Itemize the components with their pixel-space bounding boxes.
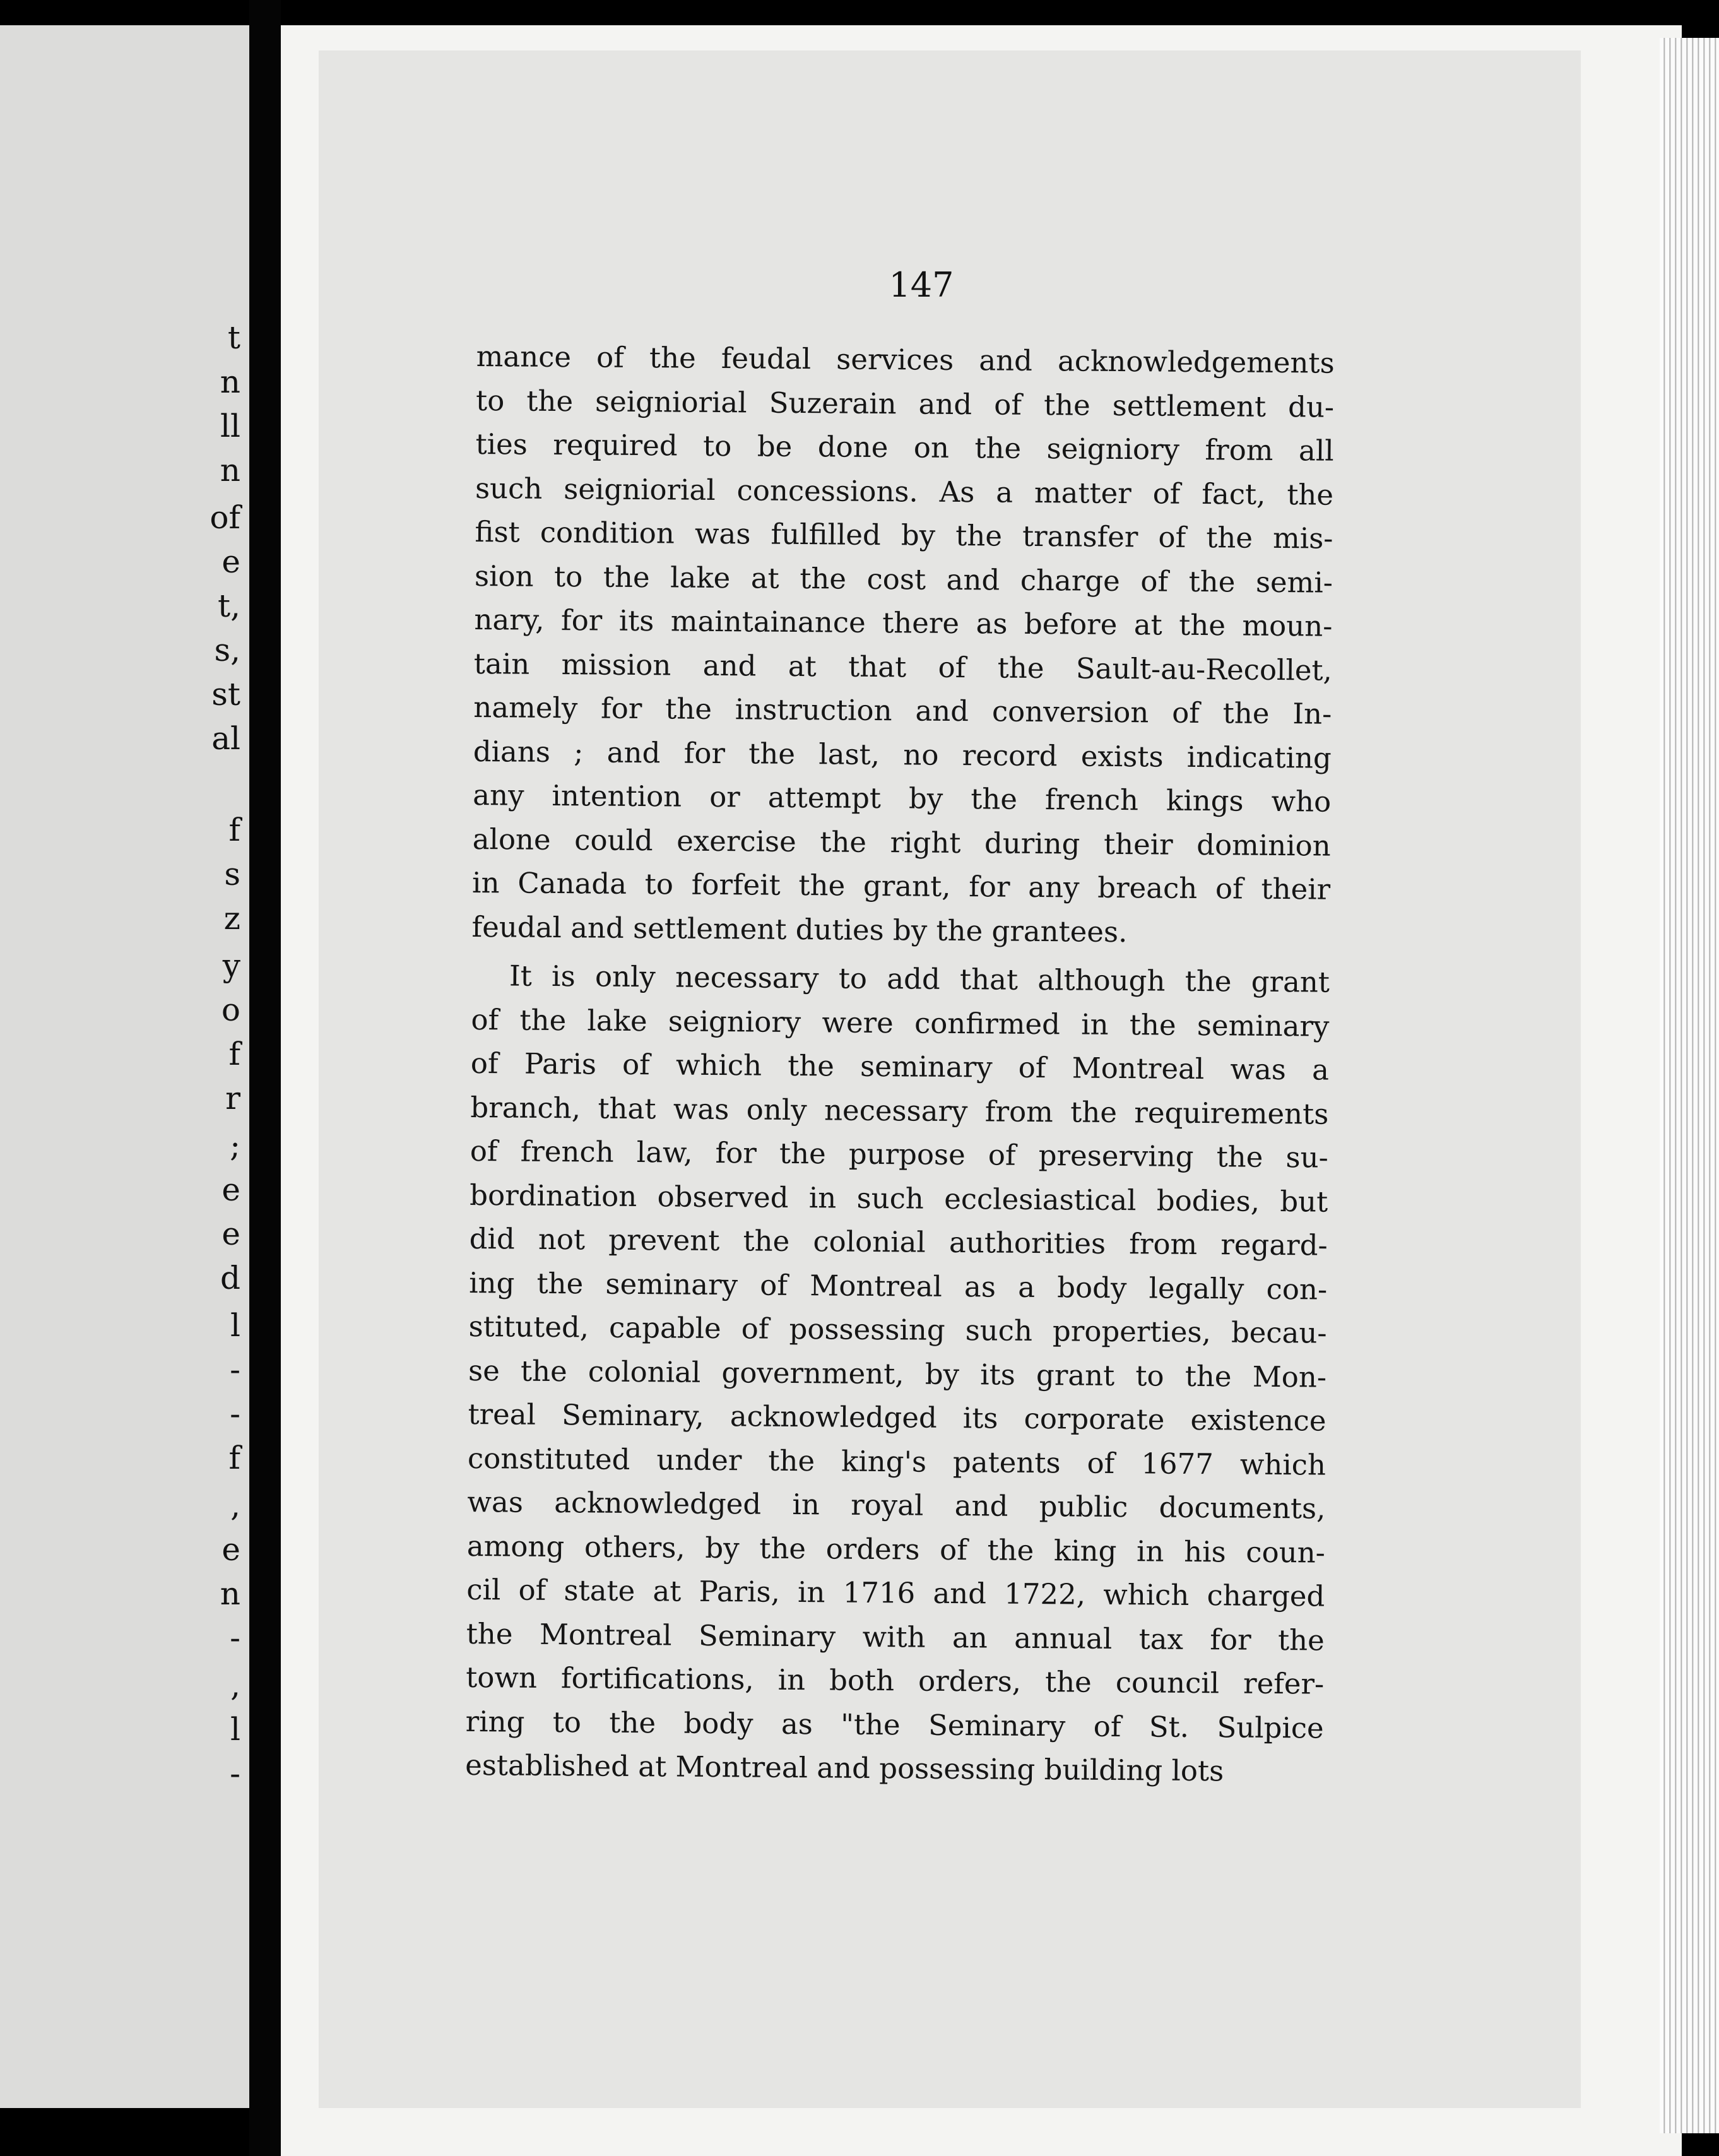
edge-char: l: [230, 1711, 240, 1748]
body-text: [465, 335, 1335, 1794]
edge-char: t: [227, 319, 240, 356]
edge-char: t,: [218, 588, 240, 624]
text-line: any intention or attempt by the french kings who: [473, 778, 1332, 819]
edge-char: y: [222, 947, 240, 984]
text-line: branch, that was only necessary from the requirements: [470, 1090, 1329, 1131]
page-edges: [1660, 38, 1719, 2133]
text-line: It is only necessary to add that although the grant: [509, 959, 1330, 999]
paragraph: [465, 954, 1330, 1794]
text-line: treal Seminary, acknowledged its corporate existence: [468, 1397, 1326, 1438]
paragraph: [471, 335, 1335, 956]
gutter: [249, 0, 281, 2156]
text-line: ring to the body as "the Seminary of St. Sulpice: [465, 1704, 1324, 1745]
text-line: in Canada to forfeit the grant, for any breach of their: [471, 865, 1331, 906]
edge-char: s,: [214, 632, 240, 668]
edge-char: l: [230, 1307, 240, 1344]
text-line: ties required to be done on the seigniory from all: [475, 427, 1334, 468]
edge-char: st: [211, 676, 240, 713]
text-line: of Paris of which the seminary of Montreal was a: [470, 1046, 1330, 1087]
text-line: did not prevent the colonial authorities from regard-: [469, 1221, 1328, 1262]
edge-char: of: [210, 499, 240, 536]
text-line: dians ; and for the last, no record exists indicating: [473, 734, 1332, 775]
page-number: 147: [889, 265, 954, 305]
text-line: to the seigniorial Suzerain and of the settlement du-: [475, 383, 1335, 424]
text-line: se the colonial government, by its grant to the Mon-: [468, 1353, 1327, 1394]
edge-char: -: [230, 1755, 240, 1792]
edge-char: n: [220, 1575, 240, 1612]
edge-char: -: [230, 1351, 240, 1388]
left-page-edge-text: [203, 25, 240, 2108]
text-line: the Montreal Seminary with an annual tax for the: [466, 1616, 1325, 1657]
text-line: mance of the feudal services and acknowledgements: [476, 339, 1335, 380]
edge-char: ,: [230, 1487, 240, 1524]
text-line: sion to the lake at the cost and charge of the semi-: [474, 559, 1333, 600]
edge-char: r: [225, 1080, 240, 1116]
edge-char: z: [223, 900, 240, 937]
edge-char: f: [228, 812, 240, 848]
text-line: fist condition was fulfilled by the transfer of the mis-: [475, 514, 1333, 555]
edge-char: e: [222, 1531, 240, 1568]
text-line: feudal and settlement duties by the grantees.: [471, 909, 1128, 949]
text-line: stituted, capable of possessing such properties, becau-: [468, 1309, 1327, 1350]
edge-char: ,: [230, 1667, 240, 1703]
text-line: was acknowledged in royal and public documents,: [467, 1484, 1326, 1525]
text-line: town fortifications, in both orders, the council refer-: [466, 1660, 1325, 1701]
text-line: of french law, for the purpose of preserving the su-: [470, 1134, 1329, 1175]
edge-char: f: [228, 1036, 240, 1072]
edge-char: ll: [220, 408, 240, 444]
text-line: of the lake seigniory were confirmed in the seminary: [471, 1002, 1330, 1043]
text-line: constituted under the king's patents of 1677 which: [467, 1441, 1326, 1482]
edge-char: -: [230, 1620, 240, 1656]
edge-char: s: [224, 856, 240, 892]
text-line: ing the seminary of Montreal as a body legally con-: [468, 1265, 1328, 1306]
text-line: cil of state at Paris, in 1716 and 1722, which charged: [466, 1572, 1325, 1613]
edge-char: -: [230, 1395, 240, 1432]
text-line: nary, for its maintainance there as before at the moun-: [474, 602, 1333, 643]
edge-char: f: [228, 1440, 240, 1476]
edge-char: n: [220, 452, 240, 489]
left-facing-page: [0, 25, 249, 2108]
text-line: tain mission and at that of the Sault-au-Recollet,: [473, 646, 1333, 687]
edge-char: e: [222, 1171, 240, 1208]
edge-char: ;: [230, 1127, 240, 1164]
edge-char: al: [211, 720, 240, 757]
edge-char: n: [220, 364, 240, 400]
text-line: namely for the instruction and conversion of the In-: [473, 690, 1332, 731]
text-line: alone could exercise the right during their dominion: [472, 822, 1331, 863]
text-line: such seigniorial concessions. As a matter of fact, the: [475, 471, 1334, 512]
edge-char: o: [221, 992, 240, 1028]
edge-char: e: [222, 1216, 240, 1252]
edge-char: e: [222, 543, 240, 580]
text-line: among others, by the orders of the king in his coun-: [466, 1529, 1326, 1570]
edge-char: d: [220, 1260, 240, 1296]
text-line: bordination observed in such ecclesiastical bodies, but: [470, 1178, 1328, 1219]
text-line: established at Montreal and possessing building lots: [464, 1748, 1224, 1788]
